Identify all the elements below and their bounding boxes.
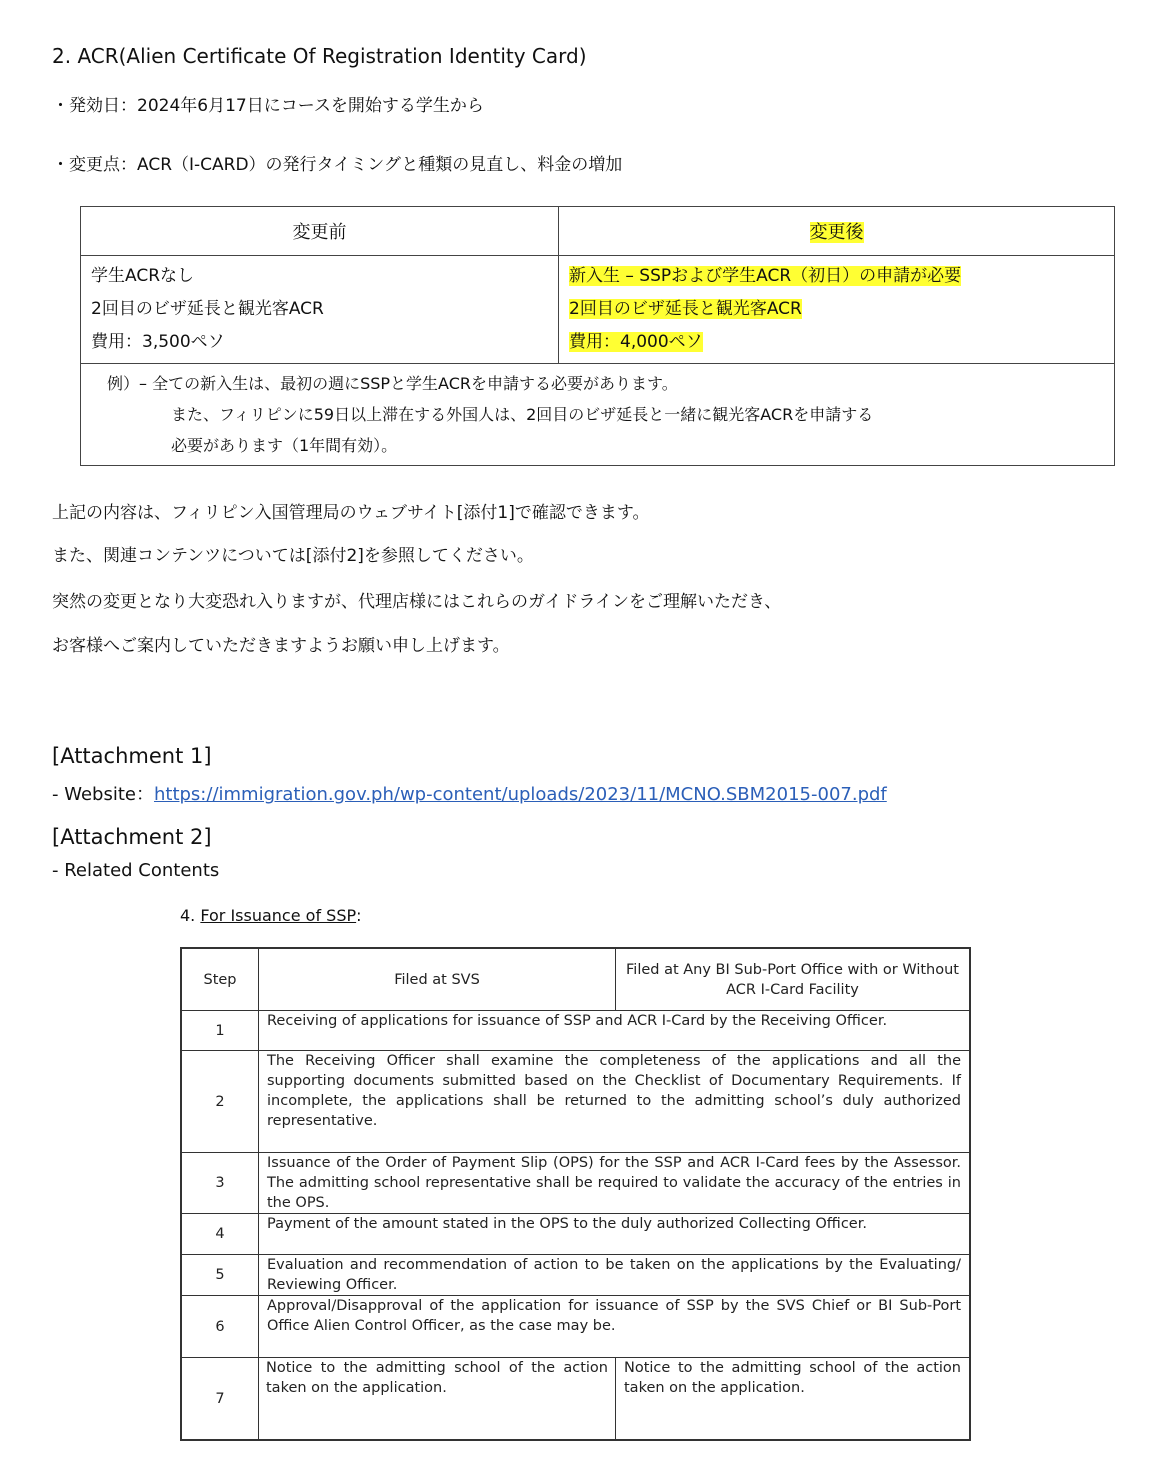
step-text: The Receiving Officer shall examine the completeness of the applications and all the supporting documents submitted based on the Checklist of Documentary Requirements. If incomplete, the applications shall be returned to the admitting school’s duly authorized representative. bbox=[267, 1053, 961, 1129]
ssp-section-title bbox=[180, 906, 362, 925]
ssp-title: For Issuance of SSP bbox=[200, 906, 357, 925]
example-note bbox=[81, 364, 1115, 466]
step-number: 3 bbox=[182, 1153, 259, 1213]
before-cell bbox=[81, 256, 559, 364]
comparison-table bbox=[80, 206, 1115, 466]
attachment-1-website bbox=[52, 780, 887, 806]
after-line: 2回目のビザ延長と観光客ACR bbox=[569, 299, 802, 319]
table-row bbox=[182, 1213, 969, 1254]
step-number: 5 bbox=[182, 1255, 259, 1295]
step-text: Receiving of applications for issuance of SSP and ACR I-Card by the Receiving Officer. bbox=[267, 1013, 888, 1029]
step-header: Step bbox=[182, 949, 259, 1010]
paragraph: 突然の変更となり大変恐れ入りますが、代理店様にはこれらのガイドラインをご理解いただき、 bbox=[52, 592, 782, 612]
after-cell bbox=[559, 256, 1115, 364]
after-line: 新入生 – SSPおよび学生ACR（初日）の申請が必要 bbox=[569, 266, 962, 286]
table-row bbox=[182, 1152, 969, 1213]
table-row bbox=[182, 1254, 969, 1295]
paragraph: また、関連コンテンツについては[添付2]を参照してください。 bbox=[52, 546, 534, 566]
note-line: また、フィリピンに59日以上滞在する外国人は、2回目のビザ延長と一緒に観光客ACRを申請する bbox=[171, 405, 874, 424]
change-points-line: ・変更点：ACR（I-CARD）の発行タイミングと種類の見直し、料金の増加 bbox=[52, 155, 623, 175]
table-row bbox=[182, 1295, 969, 1357]
step-number: 6 bbox=[182, 1296, 259, 1357]
ssp-steps-table bbox=[180, 947, 971, 1441]
before-header: 変更前 bbox=[81, 207, 559, 256]
step-text: Payment of the amount stated in the OPS to the duly authorized Collecting Officer. bbox=[267, 1216, 867, 1232]
ssp-colon: : bbox=[356, 906, 362, 925]
step-number: 2 bbox=[182, 1051, 259, 1152]
effective-date-line: ・発効日：2024年6月17日にコースを開始する学生から bbox=[52, 96, 484, 116]
before-line: 2回目のビザ延長と観光客ACR bbox=[91, 299, 324, 319]
immigration-link[interactable]: https://immigration.gov.ph/wp-content/uploads/2023/11/MCNO.SBM2015-007.pdf bbox=[153, 784, 887, 805]
paragraph: 上記の内容は、フィリピン入国管理局のウェブサイト[添付1]で確認できます。 bbox=[52, 503, 650, 523]
step-text: Issuance of the Order of Payment Slip (OPS) for the SSP and ACR I-Card fees by the Assessor. The admitting school representative shall be required to validate the accuracy of the entries in the OPS. bbox=[267, 1155, 961, 1211]
note-line: 必要があります（1年間有効）。 bbox=[171, 436, 398, 455]
after-header: 変更後 bbox=[809, 222, 864, 243]
step-number: 1 bbox=[182, 1011, 259, 1050]
paragraph: お客様へご案内していただきますようお願い申し上げます。 bbox=[52, 636, 510, 656]
after-header-cell bbox=[559, 207, 1115, 256]
ssp-number: 4. bbox=[180, 906, 201, 925]
svs-notice: Notice to the admitting school of the action taken on the application. bbox=[259, 1358, 616, 1439]
note-line: 例）– 全ての新入生は、最初の週にSSPと学生ACRを申請する必要があります。 bbox=[107, 374, 678, 393]
svs-header: Filed at SVS bbox=[259, 949, 616, 1010]
before-line: 費用：3,500ペソ bbox=[91, 332, 225, 352]
after-line: 費用：4,000ペソ bbox=[569, 332, 703, 352]
website-label: - Website： bbox=[52, 784, 154, 805]
bi-notice: Notice to the admitting school of the action taken on the application. bbox=[624, 1360, 961, 1396]
step-text: Approval/Disapproval of the application for issuance of SSP by the SVS Chief or BI Sub-Port Office Alien Control Officer, as the case may be. bbox=[267, 1298, 961, 1334]
step-number: 4 bbox=[182, 1214, 259, 1254]
step-number: 7 bbox=[182, 1358, 259, 1439]
attachment-2-title: [Attachment 2] bbox=[52, 825, 212, 849]
table-row bbox=[182, 1050, 969, 1152]
step-text: Evaluation and recommendation of action to be taken on the applications by the Evaluating/ Reviewing Officer. bbox=[267, 1257, 961, 1293]
attachment-1-title: [Attachment 1] bbox=[52, 744, 212, 768]
ssp-header-row bbox=[182, 949, 969, 1010]
section-heading: 2. ACR(Alien Certificate Of Registration Identity Card) bbox=[52, 44, 587, 68]
bi-header: Filed at Any BI Sub-Port Office with or Without ACR I-Card Facility bbox=[626, 961, 959, 998]
attachment-2-label: - Related Contents bbox=[52, 860, 220, 881]
table-row bbox=[182, 1357, 969, 1439]
table-row bbox=[182, 1010, 969, 1050]
before-line: 学生ACRなし bbox=[91, 266, 195, 286]
